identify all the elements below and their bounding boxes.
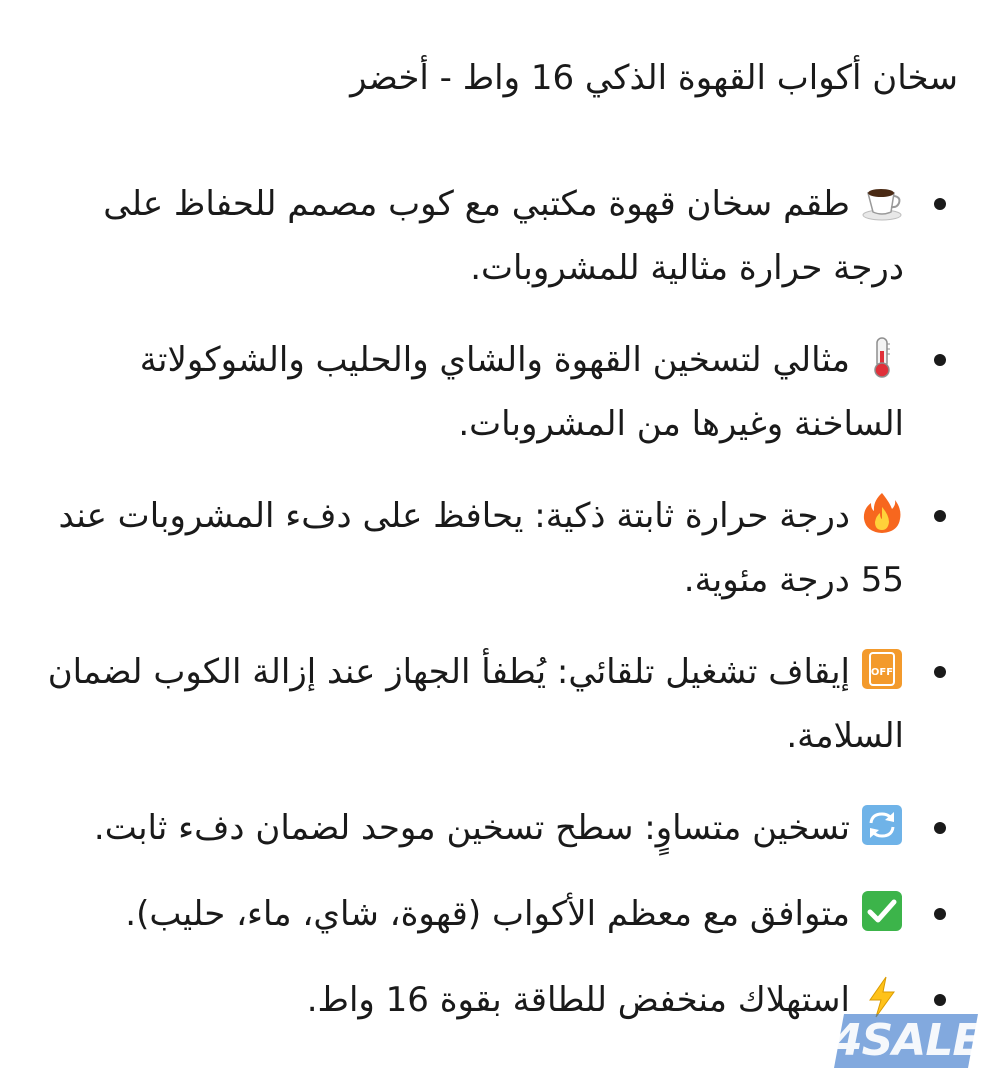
list-item bbox=[40, 640, 940, 768]
bullet-icon bbox=[934, 908, 946, 920]
bullet-icon bbox=[934, 822, 946, 834]
list-item bbox=[40, 968, 940, 1032]
page-title: سخان أكواب القهوة الذكي 16 واط - أخضر bbox=[350, 58, 958, 98]
bullet-icon bbox=[934, 666, 946, 678]
feature-text: متوافق مع معظم الأكواب (قهوة، شاي، ماء، حليب). bbox=[125, 894, 850, 934]
thermometer-icon bbox=[860, 335, 904, 379]
watermark-text: 4SALE bbox=[832, 1015, 982, 1066]
list-item bbox=[40, 172, 940, 300]
feature-text: طقم سخان قهوة مكتبي مع كوب مصمم للحفاظ على درجة حرارة مثالية للمشروبات. bbox=[103, 184, 904, 288]
bullet-icon bbox=[934, 198, 946, 210]
watermark-logo bbox=[832, 1012, 980, 1070]
feature-text: مثالي لتسخين القهوة والشاي والحليب والشوكولاتة الساخنة وغيرها من المشروبات. bbox=[139, 340, 904, 444]
coffee-cup-icon bbox=[860, 179, 904, 223]
bullet-icon bbox=[934, 994, 946, 1006]
list-item bbox=[40, 328, 940, 456]
feature-text: إيقاف تشغيل تلقائي: يُطفأ الجهاز عند إزالة الكوب لضمان السلامة. bbox=[47, 652, 904, 756]
list-item bbox=[40, 484, 940, 612]
phone-off-icon bbox=[860, 647, 904, 691]
feature-list bbox=[40, 172, 940, 1054]
off-label: OFF bbox=[870, 667, 894, 678]
bullet-icon bbox=[934, 510, 946, 522]
fire-icon bbox=[860, 491, 904, 535]
check-mark-icon bbox=[860, 889, 904, 933]
feature-text: استهلاك منخفض للطاقة بقوة 16 واط. bbox=[306, 980, 850, 1020]
list-item bbox=[40, 882, 940, 946]
bullet-icon bbox=[934, 354, 946, 366]
list-item bbox=[40, 796, 940, 860]
feature-text: تسخين متساوٍ: سطح تسخين موحد لضمان دفء ثابت. bbox=[93, 808, 850, 848]
refresh-arrows-icon bbox=[860, 803, 904, 847]
feature-text: درجة حرارة ثابتة ذكية: يحافظ على دفء المشروبات عند 55 درجة مئوية. bbox=[58, 496, 904, 600]
